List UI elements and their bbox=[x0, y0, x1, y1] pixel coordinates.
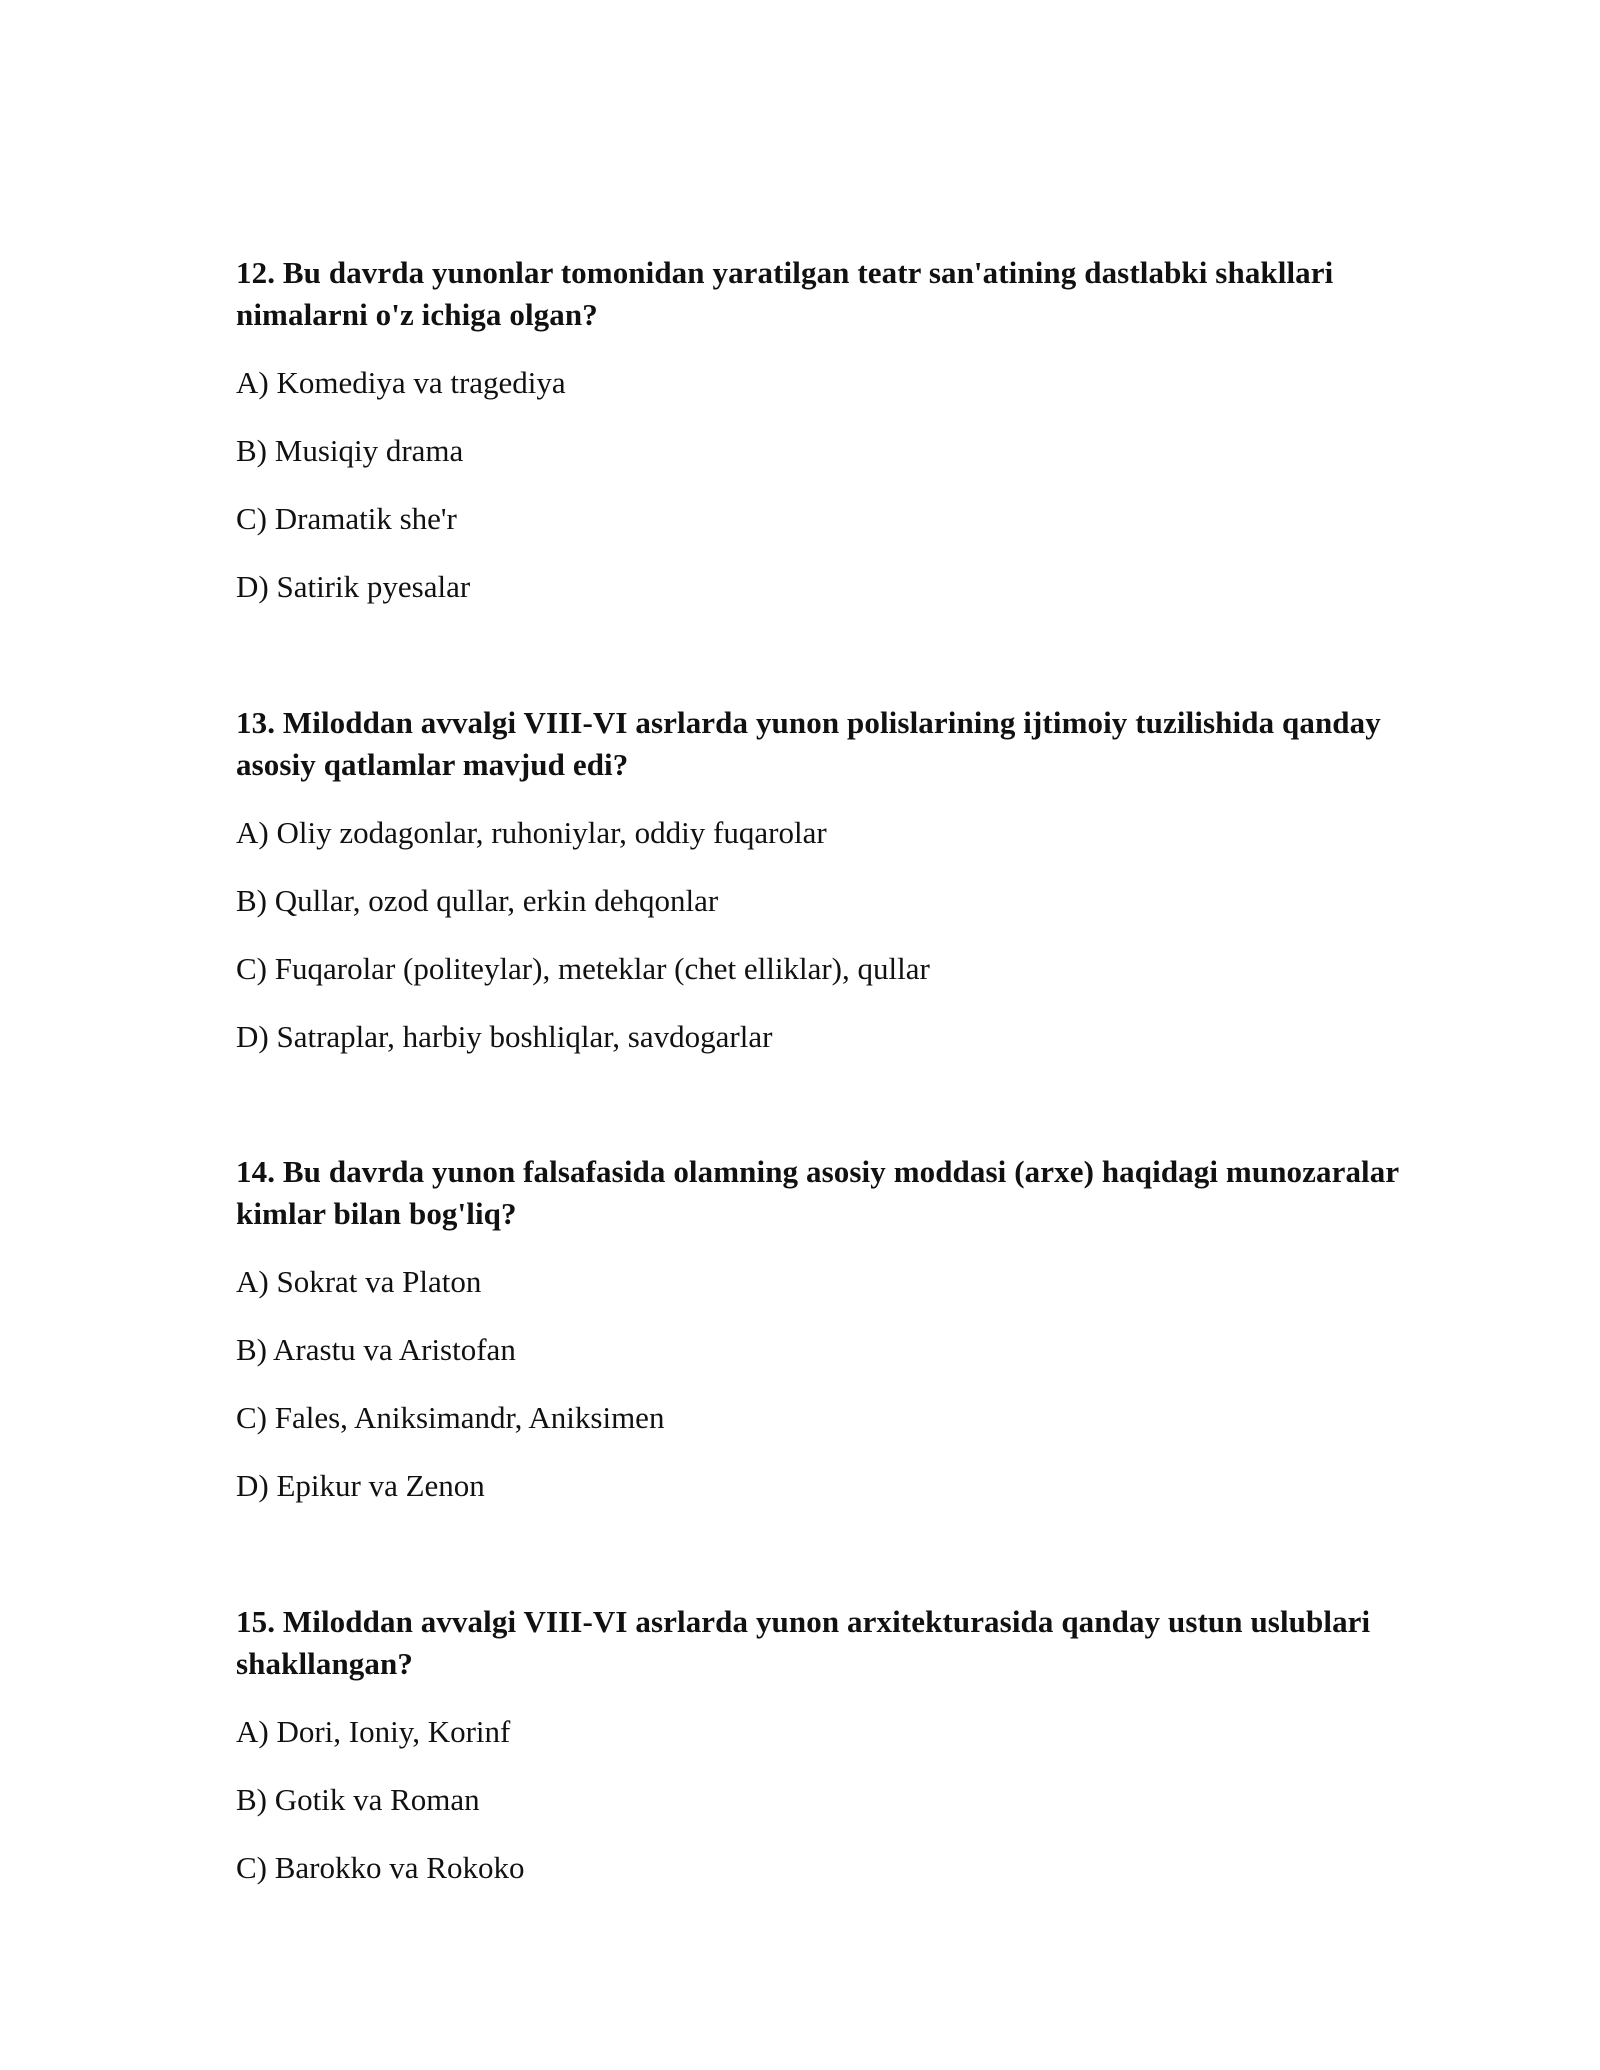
answer-option-c: C) Dramatik she'r bbox=[236, 501, 457, 536]
answer-option-d: D) Satirik pyesalar bbox=[236, 569, 471, 604]
answer-option-a: A) Komediya va tragediya bbox=[236, 365, 566, 400]
answer-options bbox=[236, 362, 1406, 608]
answer-options bbox=[236, 1711, 1406, 1889]
question-15 bbox=[236, 1601, 1406, 1889]
answer-option-c: C) Fuqarolar (politeylar), meteklar (chet elliklar), qullar bbox=[236, 951, 930, 986]
question-text: 13. Miloddan avvalgi VIII-VI asrlarda yunon polislarining ijtimoiy tuzilishida qanday asosiy qatlamlar mavjud edi? bbox=[236, 705, 1381, 782]
question-text: 15. Miloddan avvalgi VIII-VI asrlarda yunon arxitekturasida qanday ustun uslublari shakllangan? bbox=[236, 1604, 1371, 1681]
answer-option-c: C) Barokko va Rokoko bbox=[236, 1850, 525, 1885]
question-14 bbox=[236, 1151, 1406, 1507]
answer-option-b: B) Qullar, ozod qullar, erkin dehqonlar bbox=[236, 883, 719, 918]
answer-options bbox=[236, 812, 1406, 1058]
answer-option-d: D) Satraplar, harbiy boshliqlar, savdogarlar bbox=[236, 1019, 773, 1054]
answer-options bbox=[236, 1261, 1406, 1507]
question-text: 12. Bu davrda yunonlar tomonidan yaratilgan teatr san'atining dastlabki shakllari nimalarni o'z ichiga olgan? bbox=[236, 255, 1334, 332]
question-12 bbox=[236, 252, 1406, 608]
question-text: 14. Bu davrda yunon falsafasida olamning asosiy moddasi (arxe) haqidagi munozaralar kimlar bilan bog'liq? bbox=[236, 1154, 1399, 1231]
answer-option-b: B) Arastu va Aristofan bbox=[236, 1332, 516, 1367]
answer-option-c: C) Fales, Aniksimandr, Aniksimen bbox=[236, 1400, 665, 1435]
question-13 bbox=[236, 702, 1406, 1058]
answer-option-b: B) Gotik va Roman bbox=[236, 1782, 480, 1817]
answer-option-b: B) Musiqiy drama bbox=[236, 433, 464, 468]
answer-option-d: D) Epikur va Zenon bbox=[236, 1468, 485, 1503]
answer-option-a: A) Sokrat va Platon bbox=[236, 1264, 482, 1299]
answer-option-a: A) Oliy zodagonlar, ruhoniylar, oddiy fuqarolar bbox=[236, 815, 827, 850]
answer-option-a: A) Dori, Ioniy, Korinf bbox=[236, 1714, 511, 1749]
